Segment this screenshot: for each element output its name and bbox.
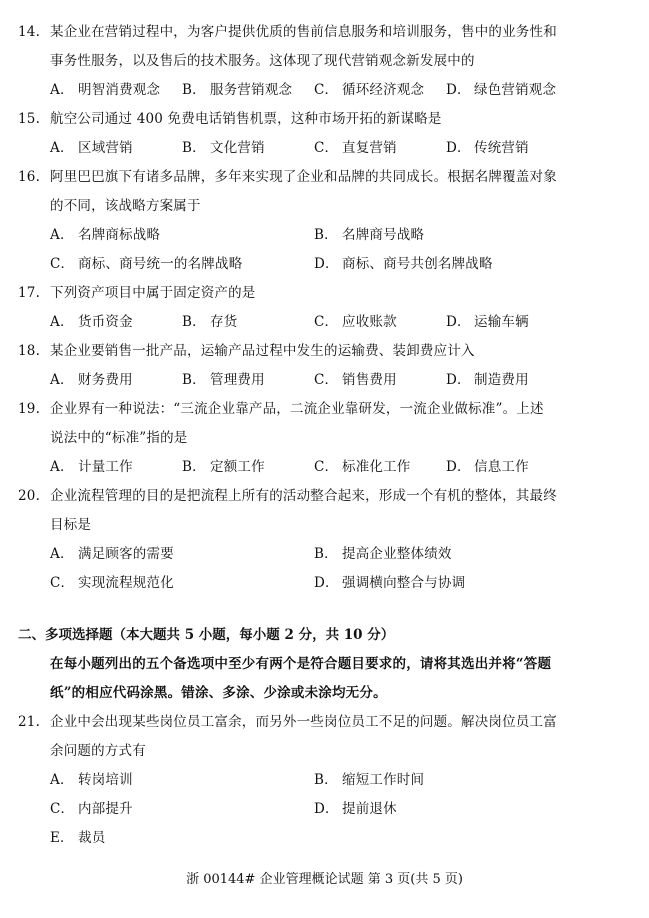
question-text: 某企业在营销过程中，为客户提供优质的售前信息服务和培训服务，售中的业务性和: [50, 24, 557, 40]
question-text: 某企业要销售一批产品，运输产品过程中发生的运输费、装卸费应计入: [50, 343, 475, 359]
question-14: [18, 22, 633, 42]
question-number: 18.: [18, 343, 41, 359]
question-number: 15.: [18, 111, 41, 127]
question-number: 20.: [18, 488, 41, 504]
option-b: B． 名牌商号战略: [314, 227, 425, 243]
section-instructions-cont: 纸”的相应代码涂黑。错涂、多涂、少涂或未涂均无分。: [50, 685, 387, 701]
question-text: 阿里巴巴旗下有诸多品牌，多年来实现了企业和品牌的共同成长。根据名牌覆盖对象: [50, 169, 557, 185]
option-a: A． 区域营销: [50, 140, 133, 156]
option-a: A． 计量工作: [50, 459, 133, 475]
question-text: 航空公司通过 400 免费电话销售机票，这种市场开拓的新谋略是: [50, 111, 442, 127]
question-number: 17.: [18, 285, 41, 301]
option-c: C． 商标、商号统一的名牌战略: [50, 256, 243, 272]
question-text-cont: 目标是: [50, 517, 92, 533]
option-d: D． 提前退休: [314, 801, 397, 817]
section-instructions: 在每小题列出的五个备选项中至少有两个是符合题目要求的，请将其选出并将“答题: [50, 656, 552, 672]
option-d: D． 信息工作: [446, 459, 529, 475]
question-20: [18, 486, 633, 506]
option-c: C． 标准化工作: [314, 459, 411, 475]
question-19: [18, 399, 633, 419]
option-d: D． 绿色营销观念: [446, 82, 557, 98]
option-d: D． 运输车辆: [446, 314, 529, 330]
option-a: A． 满足顾客的需要: [50, 546, 174, 562]
option-d: D． 商标、商号共创名牌战略: [314, 256, 493, 272]
question-17: [18, 283, 633, 303]
option-e: E． 裁员: [50, 830, 106, 846]
question-text: 企业流程管理的目的是把流程上所有的活动整合起来，形成一个有机的整体，其最终: [50, 488, 557, 504]
question-number: 21.: [18, 714, 41, 730]
option-a: A． 转岗培训: [50, 772, 133, 788]
question-text-cont: 余问题的方式有: [50, 743, 146, 759]
option-d: D． 传统营销: [446, 140, 529, 156]
option-a: A． 财务费用: [50, 372, 133, 388]
option-b: B． 存货: [182, 314, 238, 330]
option-c: C． 销售费用: [314, 372, 397, 388]
page-footer: 浙 00144# 企业管理概论试题 第 3 页(共 5 页): [186, 872, 463, 887]
option-d: D． 制造费用: [446, 372, 529, 388]
option-b: B． 定额工作: [182, 459, 265, 475]
question-18: [18, 341, 633, 361]
option-c: C． 内部提升: [50, 801, 133, 817]
option-a: A． 货币资金: [50, 314, 133, 330]
question-text: 企业界有一种说法：“三流企业靠产品，二流企业靠研发，一流企业做标准”。上述: [50, 401, 544, 417]
question-15: [18, 109, 633, 129]
option-b: B． 管理费用: [182, 372, 265, 388]
question-text-cont: 说法中的“标准”指的是: [50, 430, 188, 446]
question-16: [18, 167, 633, 187]
option-a: A． 明智消费观念: [50, 82, 161, 98]
question-number: 19.: [18, 401, 41, 417]
option-b: B． 提高企业整体绩效: [314, 546, 452, 562]
option-c: C． 循环经济观念: [314, 82, 425, 98]
option-a: A． 名牌商标战略: [50, 227, 161, 243]
option-c: C． 应收账款: [314, 314, 397, 330]
question-21: [18, 712, 633, 732]
option-c: C． 直复营销: [314, 140, 397, 156]
question-text-cont: 事务性服务，以及售后的技术服务。这体现了现代营销观念新发展中的: [50, 53, 475, 69]
section-heading: 二、多项选择题（本大题共 5 小题，每小题 2 分，共 10 分）: [18, 627, 395, 643]
option-c: C． 实现流程规范化: [50, 575, 174, 591]
question-number: 14.: [18, 24, 41, 40]
option-d: D． 强调横向整合与协调: [314, 575, 466, 591]
question-text-cont: 的不同，该战略方案属于: [50, 198, 201, 214]
question-text: 企业中会出现某些岗位员工富余，而另外一些岗位员工不足的问题。解决岗位员工富: [50, 714, 557, 730]
option-b: B． 缩短工作时间: [314, 772, 425, 788]
question-text: 下列资产项目中属于固定资产的是: [50, 285, 256, 301]
question-number: 16.: [18, 169, 41, 185]
option-b: B． 文化营销: [182, 140, 265, 156]
option-b: B． 服务营销观念: [182, 82, 293, 98]
